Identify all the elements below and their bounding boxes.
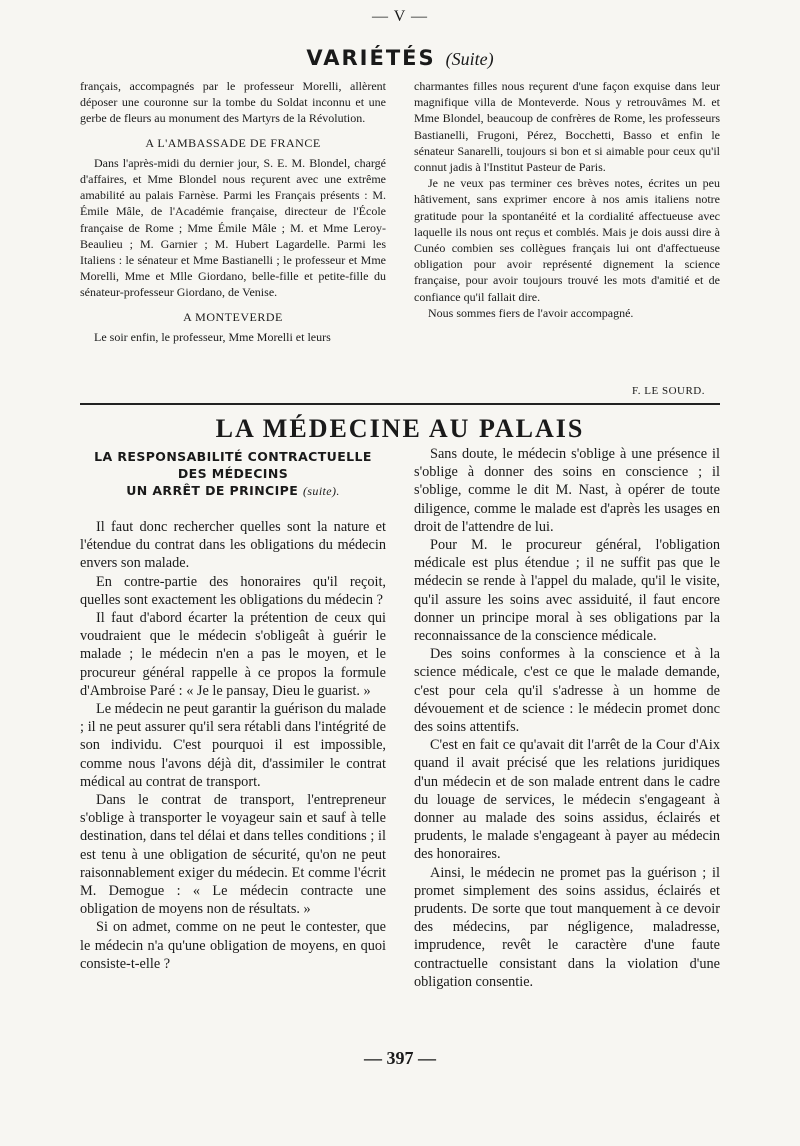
medecine-left-paragraph-3: Il faut d'abord écarter la prétention de ceux qui voudraient que le médecin s'obligeât à guérir le malade ; le médecin n'en a pas le moyen, et le procureur général rappelle à ce propos la formule d'Ambroise Paré : « Je le pansay, Dieu le guarist. » — [80, 610, 386, 699]
page-header-number: — V — — [372, 8, 428, 25]
varietes-right-column — [414, 78, 720, 321]
varietes-right-paragraph-2: Je ne veux pas terminer ces brèves notes, écrites un peu hâtivement, sans exprimer encore à nos amis italiens notre gratitude pour la spontanéité et la cordialité affectueuse avec laquelle ils nous ont reçus et comblés. Mais je dois aussi dire à Cunéo combien ses collègues français lui ont d'affectueuse obligation pour avoir représenté dignement la science française, pour avoir toujours trouvé les mots d'amitié et de confiance qu'il fallait dire. — [414, 176, 720, 304]
medecine-left-paragraph-2: En contre-partie des honoraires qu'il reçoit, quelles sont exactement les obligations du médecin ? — [80, 573, 386, 608]
section-title — [0, 46, 800, 70]
varietes-left-paragraph-2: Dans l'après-midi du dernier jour, S. E. M. Blondel, chargé d'affaires, et Mme Blondel nous reçurent avec une extrême amabilité au palais Farnèse. Parmi les Français présents : M. Émile Mâle, de l'Académie française, directeur de l'École française de Rome ; Mme Émile Mâle ; M. et Mme Leroy-Beaulieu ; M. Garnier ; M. Hubert Lagardelle. Parmi les Italiens : le sénateur et Mme Bastianelli ; le professeur et Mme Morelli, Mme et Mlle Giordano, belle-fille et petite-fille du sénateur-professeur Giordano, de Venise. — [80, 155, 386, 300]
subheading-line-3: UN ARRÊT DE PRINCIPE — [126, 483, 299, 498]
subheading-line-1: LA RESPONSABILITÉ CONTRACTUELLE — [94, 449, 372, 464]
author-signature: F. LE SOURD. — [632, 385, 705, 397]
medecine-right-paragraph-1: Sans doute, le médecin s'oblige à une présence il s'oblige à donner des soins en conscience ; il s'oblige, comme le dit M. Nast, à opérer de toute diligence, comme le malade est d'après les usages en droit de l'attendre de lui. — [414, 446, 720, 535]
subheading-line-2: DES MÉDECINS — [177, 466, 289, 481]
medecine-right-paragraph-5: Ainsi, le médecin ne promet pas la guérison ; il promet simplement des soins assidus, éclairés et prudents. De sorte que tout manquement à ce devoir des médecins, par négligence, maladresse, imprudence, revêt le caractère d'une faute contractuelle consistant dans la violation d'une obligation consentie. — [414, 864, 720, 990]
medecine-title: LA MÉDECINE AU PALAIS — [215, 414, 585, 443]
medecine-left-paragraph-6: Si on admet, comme on ne peut le contester, que le médecin n'a qu'une obligation de moyens, en quoi consiste-t-elle ? — [80, 919, 386, 972]
medecine-left-paragraph-4: Le médecin ne peut garantir la guérison du malade ; il ne peut assurer qu'il sera rétabli dans l'intégrité de son individu. C'est pourquoi il est impossible, comme nous l'avons déjà dit, d'assimiler le contrat médical au contrat de transport. — [80, 701, 386, 790]
medecine-left-paragraph-1: Il faut donc rechercher quelles sont la nature et l'étendue du contrat dans les obligations du médecin envers son malade. — [80, 519, 386, 572]
section-divider — [80, 403, 720, 405]
varietes-right-paragraph-3: Nous sommes fiers de l'avoir accompagné. — [428, 305, 634, 320]
medecine-left-paragraph-5: Dans le contrat de transport, l'entrepreneur s'oblige à transporter le voyageur sain et sauf à telle destination, dans tel délai et dans telles conditions ; il est tenu à une obligation de sécurité, qu'on ne peut raisonnablement exiger du médecin. Et comme l'écrit M. Demogue : « Le médecin contracte une obligation de moyens non de résultats. » — [80, 792, 386, 918]
medecine-right-paragraph-4: C'est en fait ce qu'avait dit l'arrêt de la Cour d'Aix quand il avait précisé que les relations juridiques d'un médecin et de son malade entrent dans le cadre du louage de services, le médecin s'engageant à donner au malade des soins assidus, éclairés et prudents, le malade s'engageant à payer au médecin des honoraires. — [414, 737, 720, 863]
varietes-left-column — [80, 78, 386, 345]
medecine-left-column — [80, 518, 386, 973]
medecine-right-paragraph-2: Pour M. le procureur général, l'obligation médicale est plus étendue ; il ne suffit pas que le médecin se rende à l'appel du malade, qu'il le visite, qu'il assure les soins avec assiduité, il faut encore donner un principe moral à ses obligations par la reconnaissance de la conscience médicale. — [414, 537, 720, 645]
medecine-right-paragraph-3: Des soins conformes à la conscience et à la science médicale, c'est ce que le malade demande, c'est pour cela qu'il s'adresse à un homme de dévouement et de science : le médecin promet donc des soins attentifs. — [414, 646, 720, 736]
varietes-left-paragraph-3: Le soir enfin, le professeur, Mme Morelli et leurs — [94, 329, 331, 344]
subheading-monteverde: A MONTEVERDE — [183, 309, 283, 324]
article-subheading — [80, 448, 386, 500]
varietes-left-paragraph-1: français, accompagnés par le professeur Morelli, allèrent déposer une couronne sur la tombe du Soldat inconnu et une gerbe de fleurs au monument des Martyrs de la Révolution. — [80, 79, 386, 126]
section-title-main: VARIÉTÉS — [306, 46, 436, 70]
subheading-suite: (suite). — [302, 484, 340, 498]
subheading-ambassade: A L'AMBASSADE DE FRANCE — [145, 135, 321, 150]
medecine-right-column — [414, 445, 720, 991]
page-footer-number: — 397 — — [364, 1048, 436, 1068]
varietes-right-paragraph-1: charmantes filles nous reçurent d'une façon exquise dans leur magnifique villa de Monteverde. Nous y retrouvâmes M. et Mme Blondel, beaucoup de confrères de Rome, les professeurs Bastianelli, Frugoni, Pérez, Bocchetti, Basso et enfin le sénateur Sanarelli, toujours si bon et si aimable pour ceux qu'il connut jadis à l'Institut Pasteur de Paris. — [414, 79, 720, 175]
section-title-suite: (Suite) — [445, 49, 494, 69]
